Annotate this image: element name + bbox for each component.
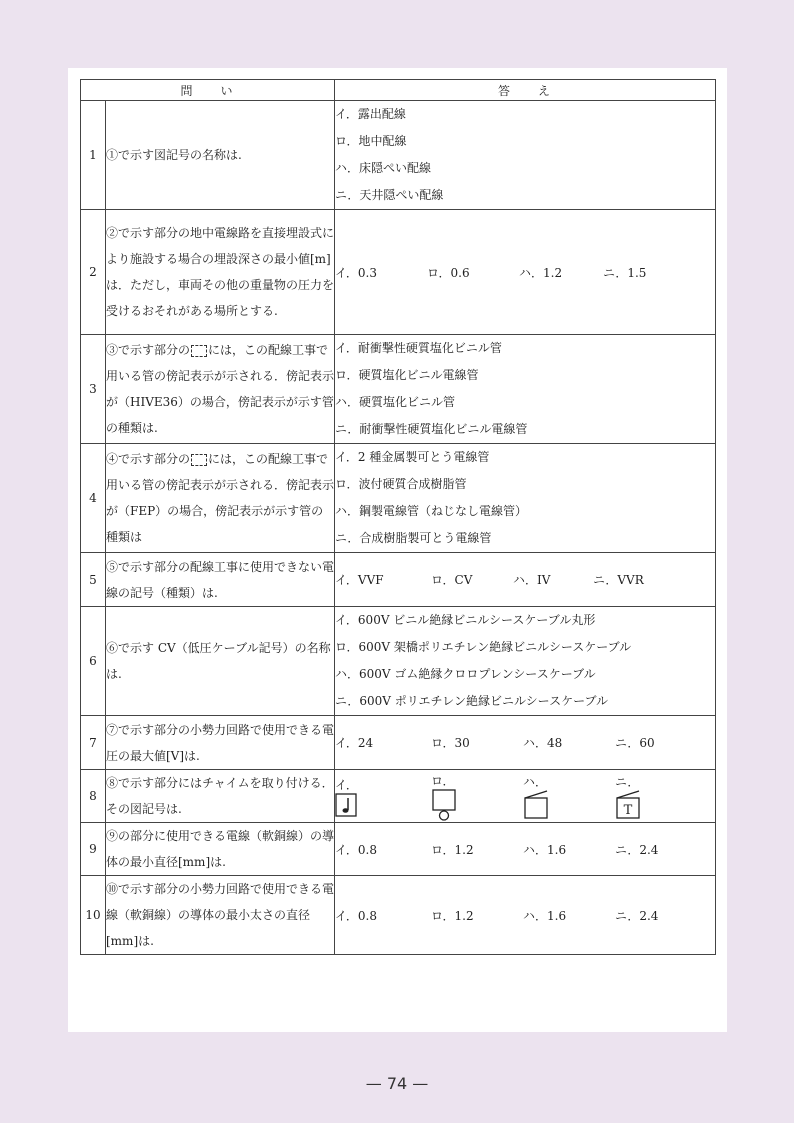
question-number: 3: [81, 335, 106, 444]
question-number: 7: [81, 716, 106, 770]
table-row: [81, 101, 716, 210]
question-text: ⑤で示す部分の配線工事に使用できない電線の記号（種類）は.: [106, 553, 335, 607]
answer-options: [335, 444, 716, 553]
answer-options: [335, 823, 716, 876]
option-i[interactable]: イ．耐衝撃性硬質塩化ビニル管: [335, 341, 502, 355]
option-ni[interactable]: ニ．2.4: [615, 908, 659, 923]
table-row: [81, 553, 716, 607]
option-i[interactable]: イ．: [335, 776, 431, 817]
box-with-slant-symbol-icon: [523, 790, 549, 820]
option-ni[interactable]: ニ．耐衝撃性硬質塩化ビニル電線管: [335, 422, 528, 436]
question-text: ⑩で示す部分の小勢力回路で使用できる電線（軟銅線）の導体の最小太さの直径[mm]は.: [106, 876, 335, 955]
option-ro[interactable]: ロ．波付硬質合成樹脂管: [335, 477, 467, 491]
dashed-box-icon: [191, 454, 207, 466]
question-text: ⑥で示す CV（低圧ケーブル記号）の名称は.: [106, 607, 335, 716]
table-row: [81, 444, 716, 553]
page-sheet: [68, 68, 727, 1032]
option-i[interactable]: イ．2 種金属製可とう電線管: [335, 450, 490, 464]
question-number: 8: [81, 770, 106, 823]
question-text: ⑧で示す部分にはチャイムを取り付ける．その図記号は.: [106, 770, 335, 823]
table-row: [81, 210, 716, 335]
answer-options: [335, 553, 716, 607]
option-i[interactable]: イ．0.8: [335, 842, 378, 857]
box-with-t-symbol-icon: [615, 790, 641, 820]
box-with-circle-symbol-icon: [431, 789, 457, 821]
option-i[interactable]: イ．24: [335, 736, 374, 750]
option-ni[interactable]: ニ．1.5: [603, 265, 647, 280]
question-number: 5: [81, 553, 106, 607]
option-ro[interactable]: ロ．CV: [431, 573, 473, 587]
symbol-t-label: T: [623, 802, 633, 818]
question-text: ①で示す図記号の名称は.: [106, 101, 335, 210]
option-ro[interactable]: ロ．600V 架橋ポリエチレン絶縁ビニルシースケーブル: [335, 640, 632, 654]
question-number: 1: [81, 101, 106, 210]
option-i[interactable]: イ．0.8: [335, 908, 378, 923]
table-row: [81, 335, 716, 444]
option-ro[interactable]: ロ．1.2: [431, 842, 474, 857]
option-ro[interactable]: ロ．硬質塩化ビニル電線管: [335, 368, 479, 382]
answer-options: [335, 607, 716, 716]
question-text: ⑦で示す部分の小勢力回路で使用できる電圧の最大値[V]は.: [106, 716, 335, 770]
question-number: 2: [81, 210, 106, 335]
table-row: [81, 876, 716, 955]
question-text: ⑨の部分に使用できる電線（軟銅線）の導体の最小直径[mm]は.: [106, 823, 335, 876]
option-ha[interactable]: ハ．48: [523, 736, 563, 750]
dashed-box-icon: [191, 345, 207, 357]
table-row: [81, 607, 716, 716]
option-ni[interactable]: ニ．60: [615, 736, 655, 750]
option-ha[interactable]: ハ．600V ゴム絶縁クロロプレンシースケーブル: [335, 667, 596, 681]
option-ni[interactable]: ニ． T: [615, 774, 640, 818]
option-ha[interactable]: ハ．IV: [513, 573, 551, 587]
option-i[interactable]: イ．露出配線: [335, 107, 406, 121]
question-number: 6: [81, 607, 106, 716]
option-i[interactable]: イ．0.3: [335, 265, 378, 280]
question-number: 4: [81, 444, 106, 553]
option-ha[interactable]: ハ．1.2: [519, 265, 563, 280]
option-ha[interactable]: ハ．硬質塩化ビニル管: [335, 395, 456, 409]
option-ro[interactable]: ロ．地中配線: [335, 134, 407, 148]
option-ro[interactable]: ロ．0.6: [427, 265, 470, 280]
chime-note-symbol-icon: [335, 793, 357, 817]
option-i[interactable]: イ．VVF: [335, 573, 384, 587]
option-ro[interactable]: ロ．: [431, 772, 523, 821]
question-header: 問 い: [81, 80, 335, 101]
question-text: ③で示す部分の には，この配線工事で用いる管の傍記表示が示される．傍記表示が（HIVE36）の場合，傍記表示が示す管の種類は.: [106, 335, 335, 444]
option-ni[interactable]: ニ．VVR: [593, 573, 644, 587]
question-text: ④で示す部分の には，この配線工事で用いる管の傍記表示が示される．傍記表示が（FEP）の場合，傍記表示が示す管の種類は: [106, 444, 335, 553]
option-ni[interactable]: ニ．天井隠ぺい配線: [335, 188, 444, 202]
option-ro[interactable]: ロ．1.2: [431, 908, 474, 923]
option-ha[interactable]: ハ．: [523, 773, 615, 820]
option-ha[interactable]: ハ．1.6: [523, 908, 567, 923]
table-row: [81, 770, 716, 823]
table-row: [81, 823, 716, 876]
option-ni[interactable]: ニ．600V ポリエチレン絶縁ビニルシースケーブル: [335, 694, 608, 708]
answer-options: [335, 770, 716, 823]
answer-options: [335, 335, 716, 444]
option-ni[interactable]: ニ．合成樹脂製可とう電線管: [335, 531, 492, 545]
option-ha[interactable]: ハ．鋼製電線管（ねじなし電線管）: [335, 504, 528, 518]
table-row: [81, 716, 716, 770]
option-i[interactable]: イ．600V ビニル絶縁ビニルシースケーブル丸形: [335, 613, 596, 627]
option-ha[interactable]: ハ．1.6: [523, 842, 567, 857]
answer-options: [335, 210, 716, 335]
page-number: — 74 —: [365, 1074, 429, 1093]
table-header-row: [81, 80, 716, 101]
question-number: 10: [81, 876, 106, 955]
question-number: 9: [81, 823, 106, 876]
answer-header: 答 え: [335, 80, 716, 101]
answer-options: [335, 876, 716, 955]
answer-options: [335, 716, 716, 770]
qa-table: [80, 79, 716, 955]
option-ni[interactable]: ニ．2.4: [615, 842, 659, 857]
option-ha[interactable]: ハ．床隠ぺい配線: [335, 161, 432, 175]
question-text: ②で示す部分の地中電線路を直接埋設式により施設する場合の埋設深さの最小値[m]は．ただし，車両その他の重量物の圧力を受けるおそれがある場所とする.: [106, 210, 335, 335]
option-ro[interactable]: ロ．30: [431, 736, 470, 750]
answer-options: [335, 101, 716, 210]
